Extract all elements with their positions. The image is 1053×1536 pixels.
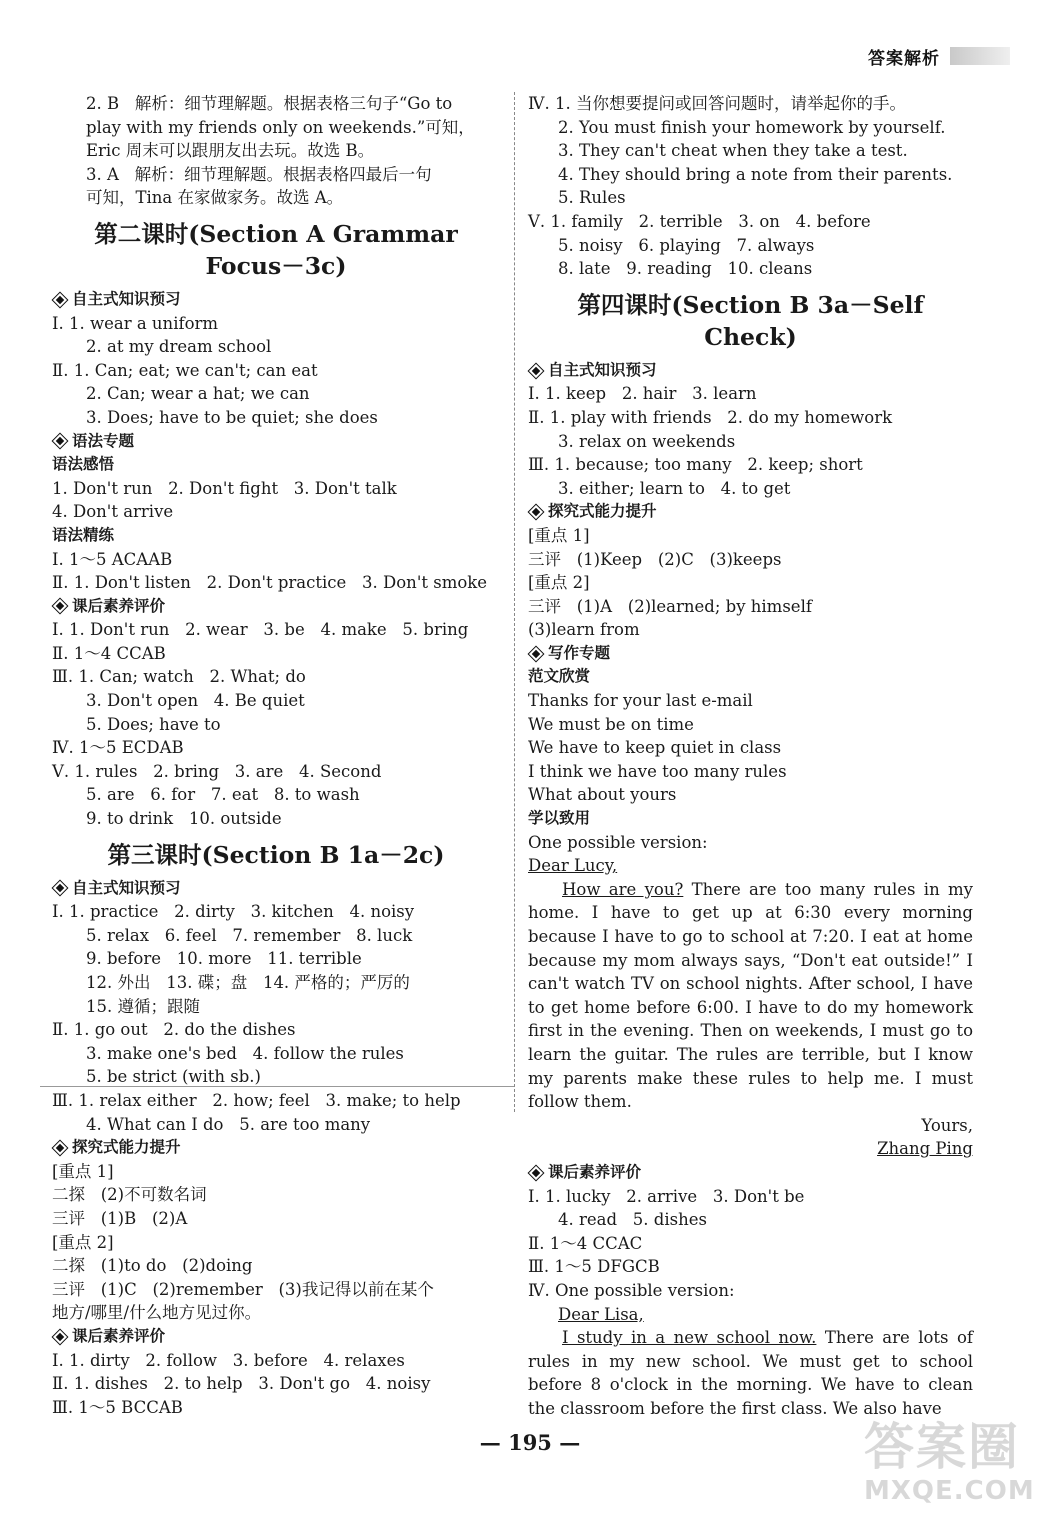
column-divider: [514, 92, 516, 1112]
letter-salutation: Dear Lucy,: [528, 856, 618, 876]
subhead: 自主式知识预习: [52, 288, 500, 312]
text-line: 可知，Tina 在家做家务。故选 A。: [86, 188, 344, 208]
text-line: 3. Does; have to be quiet; she does: [86, 407, 378, 427]
text-line: play with my friends only on weekends.”可知，: [86, 117, 475, 137]
section-title: 第三课时(Section B 1a－2c): [107, 840, 445, 869]
diamond-icon: [528, 645, 545, 662]
text-line: 4. read 5. dishes: [558, 1210, 707, 1230]
letter-body: I study in a new school now. There are lots of rules in my new school. We must get to school before 8 o'clock in the morning. We have to clean the classroom before the first class. We also have: [528, 1328, 973, 1418]
text-line: Ⅱ. 1. go out 2. do the dishes: [52, 1020, 296, 1040]
text-line: 5. Does; have to: [86, 714, 221, 734]
text-line: 5. relax 6. feel 7. remember 8. luck: [86, 925, 413, 945]
text-line: Ⅰ. 1. dirty 2. follow 3. before 4. relaxes: [52, 1350, 405, 1370]
subhead: 探究式能力提升: [52, 1136, 500, 1160]
text-line: Ⅲ. 1. relax either 2. how; feel 3. make; to help: [52, 1090, 461, 1110]
watermark-logo: 答案圈: [864, 1418, 1020, 1476]
diamond-icon: [528, 504, 545, 521]
label: 范文欣赏: [528, 667, 591, 686]
text-line: Ⅴ. 1. family 2. terrible 3. on 4. before: [528, 211, 871, 231]
text-line: 三评 (1)A (2)learned; by himself: [528, 596, 812, 616]
diamond-icon: [52, 291, 69, 308]
text-line: 2. at my dream school: [86, 337, 272, 357]
text-line: Ⅲ. 1～5 DFGCB: [528, 1257, 660, 1277]
text-line: 3. relax on weekends: [558, 431, 736, 451]
letter-body: How are you? There are too many rules in my home. I have to get up at 6:30 every morning because I have to go to school at 7:20. I eat at home because my mom always says, “Don't eat outside!” I can't watch TV on school nights. After school, I have to get home before 6:00. I have to do my homework first in the evening. Then on weekends, I must go to learn the guitar. The rules are terrible, but I know my parents make these rules to help me. I must follow them.: [528, 879, 974, 1112]
text-line: 15. 遵循；跟随: [86, 996, 200, 1016]
text-line: 二探 (1)to do (2)doing: [52, 1256, 253, 1276]
text-line: 三评 (1)B (2)A: [52, 1208, 188, 1228]
subhead: 课后素养评价: [52, 1325, 500, 1349]
text-line: 3. A 解析：细节理解题。根据表格四最后一句: [86, 164, 432, 184]
text-line: Ⅲ. 1. because; too many 2. keep; short: [528, 455, 863, 475]
subhead: 语法专题: [52, 430, 500, 454]
subhead: 课后素养评价: [528, 1161, 973, 1185]
text-line: Thanks for your last e-mail: [528, 691, 753, 711]
letter-salutation: Dear Lisa,: [558, 1304, 644, 1324]
text-line: 地方/哪里/什么地方见过你。: [52, 1303, 262, 1323]
text-line: Ⅱ. 1. play with friends 2. do my homework: [528, 407, 893, 427]
key-point-label: [重点 1]: [528, 525, 590, 545]
letter-closing: Yours,: [921, 1115, 973, 1135]
page-number: — 195 —: [479, 1430, 581, 1455]
label: 语法精练: [52, 525, 115, 544]
text-line: 2. Can; wear a hat; we can: [86, 384, 310, 404]
label: 学以致用: [528, 809, 591, 828]
diamond-icon: [52, 1139, 69, 1156]
header-gradient-bar: [950, 47, 1010, 65]
text-line: 12. 外出 13. 碟；盘 14. 严格的；严厉的: [86, 973, 410, 992]
text-line: What about yours: [528, 785, 677, 805]
subhead: 自主式知识预习: [52, 877, 500, 901]
diamond-icon: [52, 1328, 69, 1345]
text-line: 8. late 9. reading 10. cleans: [558, 259, 813, 279]
text-line: I think we have too many rules: [528, 761, 787, 781]
key-point-label: [重点 2]: [52, 1232, 114, 1252]
right-column: [528, 92, 973, 1420]
text-line: 5. be strict (with sb.): [86, 1067, 261, 1087]
text-line: Ⅱ. 1. dishes 2. to help 3. Don't go 4. noisy: [52, 1374, 431, 1394]
text-line: Ⅲ. 1～5 BCCAB: [52, 1397, 183, 1417]
section-title: 第四课时(Section B 3a－Self Check): [577, 290, 924, 351]
page-header: [868, 44, 1032, 68]
text-line: We have to keep quiet in class: [528, 738, 782, 758]
text-line: 3. either; learn to 4. to get: [558, 478, 791, 498]
text-line: Ⅱ. 1～4 CCAB: [52, 643, 166, 663]
label: 语法感悟: [52, 455, 115, 474]
diamond-icon: [528, 362, 545, 379]
subhead: 课后素养评价: [52, 595, 500, 619]
text-line: Ⅱ. 1～4 CCAC: [528, 1233, 643, 1253]
header-label: 答案解析: [868, 48, 940, 69]
text-line: Ⅰ. 1～5 ACAAB: [52, 549, 173, 569]
subhead: 写作专题: [528, 642, 973, 666]
key-point-label: [重点 1]: [52, 1161, 114, 1181]
text-line: 三评 (1)C (2)remember (3)我记得以前在某个: [52, 1279, 434, 1299]
text-line: 3. Don't open 4. Be quiet: [86, 691, 305, 711]
text-line: 5. noisy 6. playing 7. always: [558, 235, 815, 255]
subhead: 探究式能力提升: [528, 500, 973, 524]
text-line: Ⅱ. 1. Can; eat; we can't; can eat: [52, 360, 318, 380]
left-column: [52, 92, 500, 1419]
text-line: Ⅱ. 1. Don't listen 2. Don't practice 3. Don't smoke: [52, 573, 488, 593]
text-line: Ⅲ. 1. Can; watch 2. What; do: [52, 667, 306, 687]
text-line: Ⅳ. 1. 当你想要提问或回答问题时，请举起你的手。: [528, 94, 906, 113]
diamond-icon: [528, 1164, 545, 1181]
text-line: One possible version:: [528, 832, 708, 852]
text-line: 1. Don't run 2. Don't fight 3. Don't talk: [52, 478, 397, 498]
text-line: 3. They can't cheat when they take a test.: [558, 141, 908, 161]
text-line: Ⅴ. 1. rules 2. bring 3. are 4. Second: [52, 761, 382, 781]
text-line: 3. make one's bed 4. follow the rules: [86, 1043, 404, 1063]
text-line: Ⅰ. 1. lucky 2. arrive 3. Don't be: [528, 1186, 805, 1206]
text-line: 4. What can I do 5. are too many: [86, 1114, 371, 1134]
text-line: Ⅳ. 1～5 ECDAB: [52, 738, 184, 758]
section-title: 第二课时(Section A Grammar Focus－3c): [94, 219, 458, 280]
diamond-icon: [52, 598, 69, 615]
text-line: We must be on time: [528, 714, 694, 734]
text-line: 9. to drink 10. outside: [86, 809, 282, 829]
key-point-label: [重点 2]: [528, 573, 590, 593]
text-line: Ⅰ. 1. practice 2. dirty 3. kitchen 4. noisy: [52, 902, 415, 922]
text-line: Ⅰ. 1. wear a uniform: [52, 313, 219, 333]
text-line: Ⅰ. 1. Don't run 2. wear 3. be 4. make 5. bring: [52, 620, 469, 640]
subhead: 自主式知识预习: [528, 359, 973, 383]
text-line: 三评 (1)Keep (2)C (3)keeps: [528, 549, 782, 569]
diamond-icon: [52, 433, 69, 450]
text-line: 2. B 解析：细节理解题。根据表格三句子“Go to: [86, 94, 453, 113]
text-line: 2. You must finish your homework by yourself.: [558, 117, 946, 137]
text-line: 4. Don't arrive: [52, 502, 174, 522]
text-line: Eric 周末可以跟朋友出去玩。故选 B。: [86, 141, 375, 161]
diamond-icon: [52, 880, 69, 897]
watermark: [864, 1418, 1039, 1528]
text-line: Ⅰ. 1. keep 2. hair 3. learn: [528, 384, 757, 404]
watermark-url: MXQE.COM: [864, 1476, 1035, 1506]
text-line: (3)learn from: [528, 620, 640, 640]
letter-signature: Zhang Ping: [877, 1139, 973, 1159]
text-line: 9. before 10. more 11. terrible: [86, 949, 362, 969]
text-line: 二探 (2)不可数名词: [52, 1185, 207, 1205]
text-line: 4. They should bring a note from their parents.: [558, 164, 953, 184]
text-line: 5. Rules: [558, 188, 626, 208]
text-line: 5. are 6. for 7. eat 8. to wash: [86, 785, 360, 805]
text-line: Ⅳ. One possible version:: [528, 1280, 735, 1300]
